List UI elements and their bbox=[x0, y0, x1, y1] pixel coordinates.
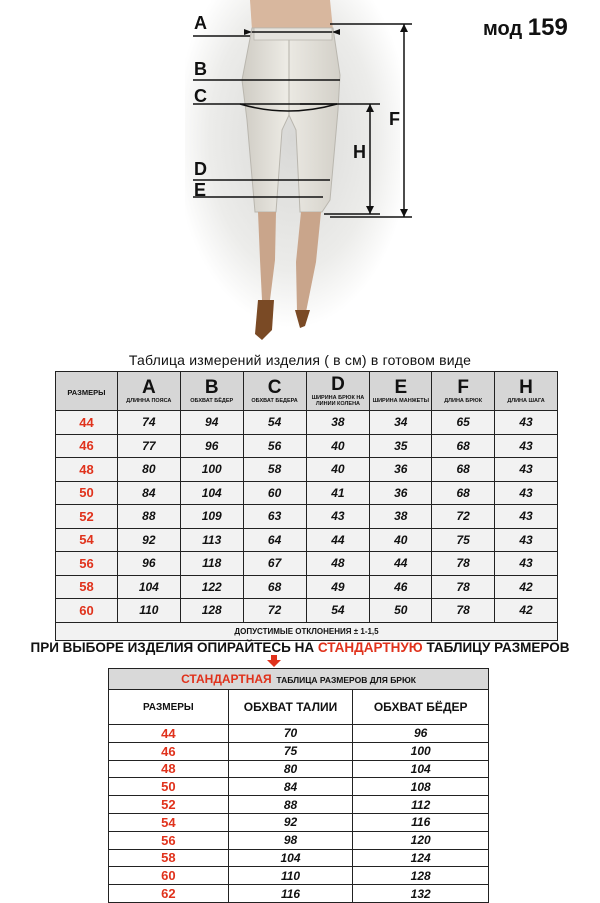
measurements-row bbox=[56, 575, 558, 599]
size-cell: 56 bbox=[56, 552, 118, 576]
measurement-cell-c: 63 bbox=[243, 505, 306, 529]
standard-caption-red: СТАНДАРТНАЯ bbox=[181, 672, 272, 686]
col-header-e: E ШИРИНА МАНЖЕТЫ bbox=[370, 372, 432, 411]
label-c: C bbox=[194, 86, 207, 106]
product-figure bbox=[0, 0, 600, 345]
measurement-cell-e: 36 bbox=[370, 458, 432, 482]
measurement-cell-b: 94 bbox=[180, 411, 243, 435]
model-number bbox=[483, 14, 568, 42]
tolerance-note: ДОПУСТИМЫЕ ОТКЛОНЕНИЯ ± 1-1,5 bbox=[56, 622, 558, 640]
measurement-cell-c: 60 bbox=[243, 481, 306, 505]
size-cell: 54 bbox=[109, 813, 229, 831]
waist-cell: 92 bbox=[228, 813, 353, 831]
standard-row bbox=[109, 831, 489, 849]
measurements-row bbox=[56, 528, 558, 552]
col-header-b: B ОБХВАТ БЁДЕР bbox=[180, 372, 243, 411]
hips-cell: 124 bbox=[353, 849, 489, 867]
tolerance-row bbox=[56, 622, 558, 640]
measurements-row bbox=[56, 411, 558, 435]
measurement-cell-d: 41 bbox=[306, 481, 370, 505]
hips-cell: 108 bbox=[353, 778, 489, 796]
measurement-cell-h: 43 bbox=[495, 505, 558, 529]
standard-caption bbox=[109, 669, 489, 690]
size-cell: 52 bbox=[56, 505, 118, 529]
col-header-a: A ДЛИННА ПОЯСА bbox=[117, 372, 180, 411]
measurement-cell-a: 110 bbox=[117, 599, 180, 623]
standard-row bbox=[109, 796, 489, 814]
standard-caption-row bbox=[109, 669, 489, 690]
measurement-cell-f: 78 bbox=[432, 599, 495, 623]
measurement-cell-f: 75 bbox=[432, 528, 495, 552]
col-header-sizes: РАЗМЕРЫ bbox=[56, 372, 118, 411]
measurement-cell-f: 78 bbox=[432, 575, 495, 599]
waist-cell: 88 bbox=[228, 796, 353, 814]
waist-cell: 110 bbox=[228, 867, 353, 885]
measurement-cell-c: 68 bbox=[243, 575, 306, 599]
size-cell: 52 bbox=[109, 796, 229, 814]
measurement-cell-d: 44 bbox=[306, 528, 370, 552]
hips-cell: 100 bbox=[353, 742, 489, 760]
std-header-sizes: РАЗМЕРЫ bbox=[109, 690, 229, 725]
col-header-d: D ШИРИНА БРЮК НА ЛИНИИ КОЛЕНА bbox=[306, 372, 370, 411]
measurement-cell-c: 58 bbox=[243, 458, 306, 482]
measurement-cell-d: 40 bbox=[306, 458, 370, 482]
size-cell: 48 bbox=[109, 760, 229, 778]
measurements-row bbox=[56, 434, 558, 458]
measurement-cell-c: 64 bbox=[243, 528, 306, 552]
measurement-cell-d: 49 bbox=[306, 575, 370, 599]
measurement-cell-b: 122 bbox=[180, 575, 243, 599]
size-cell: 48 bbox=[56, 458, 118, 482]
measurement-cell-f: 78 bbox=[432, 552, 495, 576]
measurement-cell-e: 40 bbox=[370, 528, 432, 552]
standard-row bbox=[109, 760, 489, 778]
measurement-cell-a: 77 bbox=[117, 434, 180, 458]
measurement-cell-h: 42 bbox=[495, 599, 558, 623]
measurement-cell-h: 43 bbox=[495, 481, 558, 505]
measurement-cell-e: 36 bbox=[370, 481, 432, 505]
measurement-cell-b: 128 bbox=[180, 599, 243, 623]
hips-cell: 112 bbox=[353, 796, 489, 814]
standard-header-row bbox=[109, 690, 489, 725]
col-header-c: C ОБХВАТ БЕДЕРА bbox=[243, 372, 306, 411]
measurement-cell-h: 43 bbox=[495, 552, 558, 576]
measurement-cell-d: 40 bbox=[306, 434, 370, 458]
measurement-cell-h: 43 bbox=[495, 528, 558, 552]
measurement-cell-b: 100 bbox=[180, 458, 243, 482]
advice-text-after: ТАБЛИЦУ РАЗМЕРОВ bbox=[422, 640, 570, 655]
measurement-cell-h: 43 bbox=[495, 434, 558, 458]
measurements-table bbox=[55, 371, 558, 641]
measurement-cell-e: 44 bbox=[370, 552, 432, 576]
measurements-row bbox=[56, 481, 558, 505]
measurement-cell-h: 43 bbox=[495, 411, 558, 435]
size-cell: 62 bbox=[109, 885, 229, 903]
measurement-cell-a: 88 bbox=[117, 505, 180, 529]
advice-highlight: СТАНДАРТНУЮ bbox=[317, 640, 423, 655]
label-e: E bbox=[194, 180, 207, 200]
hips-cell: 116 bbox=[353, 813, 489, 831]
waist-cell: 104 bbox=[228, 849, 353, 867]
measurement-cell-b: 113 bbox=[180, 528, 243, 552]
size-cell: 54 bbox=[56, 528, 118, 552]
measurement-cell-d: 38 bbox=[306, 411, 370, 435]
measurement-cell-d: 43 bbox=[306, 505, 370, 529]
hips-cell: 104 bbox=[353, 760, 489, 778]
waist-cell: 84 bbox=[228, 778, 353, 796]
waist-cell: 80 bbox=[228, 760, 353, 778]
size-cell: 50 bbox=[109, 778, 229, 796]
standard-row bbox=[109, 849, 489, 867]
size-cell: 58 bbox=[56, 575, 118, 599]
measurements-row bbox=[56, 505, 558, 529]
waistband bbox=[254, 28, 332, 40]
measurement-cell-a: 74 bbox=[117, 411, 180, 435]
col-header-h: H ДЛИНА ШАГА bbox=[495, 372, 558, 411]
measurement-cell-c: 72 bbox=[243, 599, 306, 623]
standard-caption-rest: ТАБЛИЦА РАЗМЕРОВ ДЛЯ БРЮК bbox=[276, 675, 416, 685]
measurement-cell-e: 35 bbox=[370, 434, 432, 458]
measurement-cell-a: 84 bbox=[117, 481, 180, 505]
standard-row bbox=[109, 742, 489, 760]
size-cell: 56 bbox=[109, 831, 229, 849]
size-cell: 60 bbox=[56, 599, 118, 623]
measurement-cell-b: 109 bbox=[180, 505, 243, 529]
measurements-row bbox=[56, 458, 558, 482]
col-header-f: F ДЛИНА БРЮК bbox=[432, 372, 495, 411]
std-header-waist: ОБХВАТ ТАЛИИ bbox=[228, 690, 353, 725]
measurement-cell-e: 34 bbox=[370, 411, 432, 435]
measurement-cell-c: 56 bbox=[243, 434, 306, 458]
hips-cell: 96 bbox=[353, 725, 489, 743]
measurement-cell-f: 72 bbox=[432, 505, 495, 529]
size-cell: 44 bbox=[56, 411, 118, 435]
label-a: A bbox=[194, 13, 207, 33]
hips-cell: 120 bbox=[353, 831, 489, 849]
standard-row bbox=[109, 867, 489, 885]
measurement-cell-e: 50 bbox=[370, 599, 432, 623]
measurements-header-row bbox=[56, 372, 558, 411]
measurement-cell-a: 80 bbox=[117, 458, 180, 482]
size-cell: 60 bbox=[109, 867, 229, 885]
model-prefix: мод bbox=[483, 18, 523, 40]
standard-row bbox=[109, 778, 489, 796]
measurement-cell-f: 65 bbox=[432, 411, 495, 435]
measurement-cell-c: 54 bbox=[243, 411, 306, 435]
measurement-cell-b: 104 bbox=[180, 481, 243, 505]
size-cell: 46 bbox=[109, 742, 229, 760]
waist-cell: 98 bbox=[228, 831, 353, 849]
waist-cell: 116 bbox=[228, 885, 353, 903]
label-d: D bbox=[194, 159, 207, 179]
waist-cell: 75 bbox=[228, 742, 353, 760]
measurement-cell-f: 68 bbox=[432, 434, 495, 458]
measurement-cell-a: 96 bbox=[117, 552, 180, 576]
measurements-row bbox=[56, 552, 558, 576]
measurement-cell-h: 42 bbox=[495, 575, 558, 599]
down-arrow-icon bbox=[267, 655, 281, 667]
size-cell: 44 bbox=[109, 725, 229, 743]
label-b: B bbox=[194, 59, 207, 79]
standard-row bbox=[109, 725, 489, 743]
advice-text-before: ПРИ ВЫБОРЕ ИЗДЕЛИЯ ОПИРАЙТЕСЬ НА bbox=[30, 640, 318, 655]
measurement-cell-b: 118 bbox=[180, 552, 243, 576]
model-torso bbox=[250, 0, 333, 30]
measurement-cell-c: 67 bbox=[243, 552, 306, 576]
measurement-cell-f: 68 bbox=[432, 481, 495, 505]
advice-line bbox=[0, 640, 600, 655]
measurement-cell-e: 46 bbox=[370, 575, 432, 599]
measurement-cell-d: 54 bbox=[306, 599, 370, 623]
hips-cell: 128 bbox=[353, 867, 489, 885]
measurement-cell-d: 48 bbox=[306, 552, 370, 576]
measurement-cell-a: 92 bbox=[117, 528, 180, 552]
measurement-cell-h: 43 bbox=[495, 458, 558, 482]
standard-size-table bbox=[108, 668, 489, 903]
measurements-row bbox=[56, 599, 558, 623]
size-cell: 58 bbox=[109, 849, 229, 867]
label-h: H bbox=[353, 142, 366, 162]
waist-cell: 70 bbox=[228, 725, 353, 743]
measurement-cell-e: 38 bbox=[370, 505, 432, 529]
hips-cell: 132 bbox=[353, 885, 489, 903]
std-header-hips: ОБХВАТ БЁДЕР bbox=[353, 690, 489, 725]
measurements-title: Таблица измерений изделия ( в см) в готовом виде bbox=[128, 352, 472, 368]
measurement-cell-a: 104 bbox=[117, 575, 180, 599]
size-cell: 46 bbox=[56, 434, 118, 458]
model-number-value: 159 bbox=[527, 14, 568, 41]
measurement-cell-f: 68 bbox=[432, 458, 495, 482]
standard-row bbox=[109, 813, 489, 831]
measurement-cell-b: 96 bbox=[180, 434, 243, 458]
size-cell: 50 bbox=[56, 481, 118, 505]
label-f: F bbox=[389, 109, 400, 129]
